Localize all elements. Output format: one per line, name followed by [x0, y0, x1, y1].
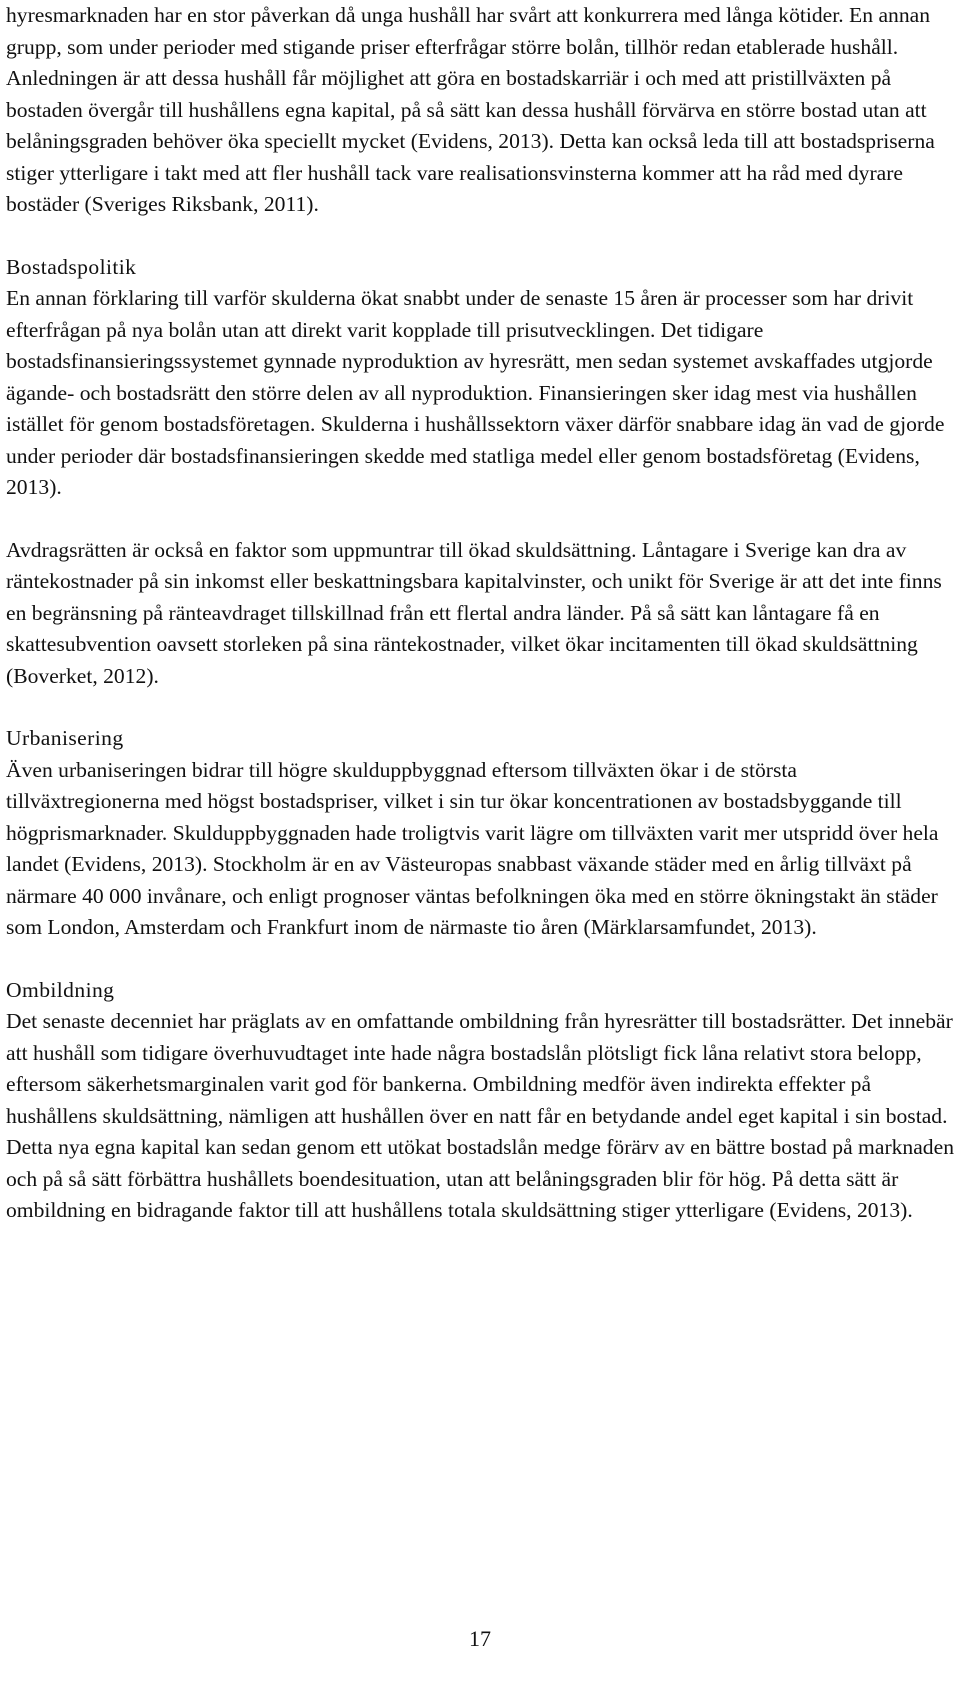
ombildning-paragraph: Det senaste decenniet har präglats av en omfattande ombildning från hyresrätter till bostadsrätter. Det innebär att hushåll som tidigare överhuvudtaget inte hade några bostadslån plötsligt fick låna relativt stora belopp, eftersom säkerhetsmarginalen varit god för bankerna. Ombildning medför även indirekta effekter på hushållens skuldsättning, nämligen att hushållen över en natt får en betydande andel eget kapital i sin bostad. Detta nya egna kapital kan sedan genom ett utökat bostadslån medge förärv av en bättre bostad på marknaden och på så sätt förbättra hushållets boendesituation, utan att belåningsgraden blir för hög. På detta sätt är ombildning en bidragande faktor till att hushållens totala skuldsättning stiger ytterligare (Evidens, 2013).	[6, 1009, 954, 1222]
paragraph-gap	[6, 504, 954, 535]
section-gap	[6, 944, 954, 975]
urbanisering-paragraph: Även urbaniseringen bidrar till högre skulduppbyggnad eftersom tillväxten ökar i de största tillväxtregionerna med högst bostadspriser, vilket i sin tur ökar koncentrationen av bostadsbyggande till högprismarknader. Skulduppbyggnaden hade troligtvis varit lägre om tillväxten varit mer utspridd över hela landet (Evidens, 2013). Stockholm är en av Västeuropas snabbast växande städer med en årlig tillväxt på närmare 40 000 invånare, och enligt prognoser väntas befolkningen öka med en större ökningstakt än städer som London, Amsterdam och Frankfurt inom de närmaste tio åren (Märklarsamfundet, 2013).	[6, 757, 939, 939]
intro-paragraph: hyresmarknaden har en stor påverkan då unga hushåll har svårt att konkurrera med långa kötider. En annan grupp, som under perioder med stigande priser efterfrågar större bolån, tillhör redan etablerade hushåll. Anledningen är att dessa hushåll får möjlighet att göra en bostadskarriär i och med att pristillväxten på bostaden övergår till hushållens egna kapital, på så sätt kan dessa hushåll förvärva en större bostad utan att belåningsgraden behöver öka speciellt mycket (Evidens, 2013). Detta kan också leda till att bostadspriserna stiger ytterligare i takt med att fler hushåll tack vare realisationsvinsterna kommer att ha råd med dyrare bostäder (Sveriges Riksbank, 2011).	[6, 3, 935, 216]
section-gap	[6, 692, 954, 723]
section-gap	[6, 221, 954, 252]
section-heading-ombildning: Ombildning	[6, 977, 115, 1002]
bostadspolitik-paragraph-2: Avdragsrätten är också en faktor som uppmuntrar till ökad skuldsättning. Låntagare i Sverige kan dra av räntekostnader på sin inkomst eller beskattningsbara kapitalvinster, och unikt för Sverige är att det inte finns en begränsning på ränteavdraget tillskillnad från ett flertal andra länder. På så sätt kan låntagare få en skattesubvention oavsett storleken på sina räntekostnader, vilket ökar incitamenten till ökad skuldsättning (Boverket, 2012).	[6, 537, 942, 688]
bostadspolitik-paragraph-1: En annan förklaring till varför skulderna ökat snabbt under de senaste 15 åren är processer som har drivit efterfrågan på nya bolån utan att direkt varit kopplade till prisutvecklingen. Det tidigare bostadsfinansieringssystemet gynnade nyproduktion av hyresrätt, men sedan systemet avskaffades utgjorde ägande- och bostadsrätt den större delen av all nyproduktion. Finansieringen sker idag mest via hushållen istället för genom bostadsföretagen. Skulderna i hushållssektorn växer därför snabbare idag än vad de gjorde under perioder där bostadsfinansieringen skedde med statliga medel eller genom bostadsföretag (Evidens, 2013).	[6, 286, 945, 499]
document-page	[6, 0, 954, 1227]
section-heading-bostadspolitik: Bostadspolitik	[6, 254, 137, 279]
page-number: 17	[469, 1626, 491, 1651]
section-heading-urbanisering: Urbanisering	[6, 726, 124, 750]
